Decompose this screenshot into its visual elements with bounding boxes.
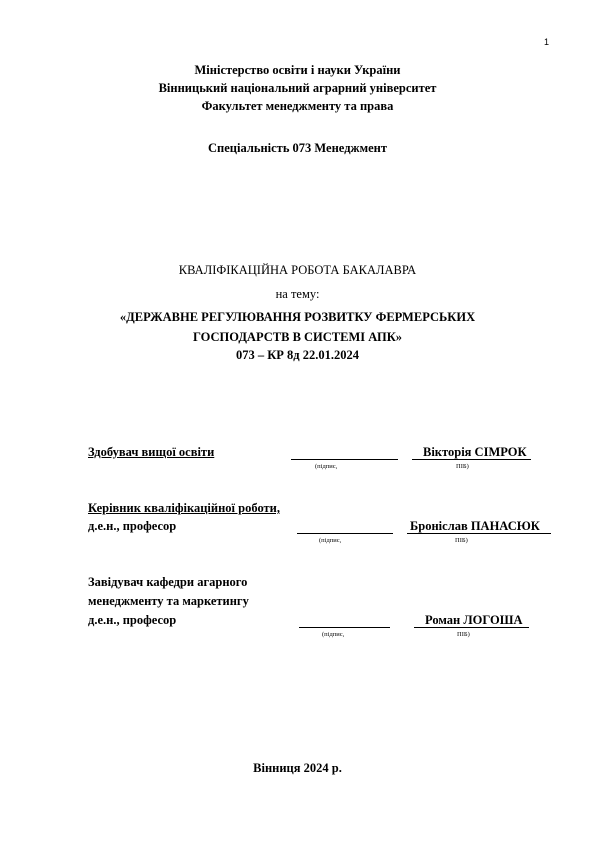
head-name: Роман ЛОГОША [425, 613, 523, 627]
supervisor-sign-caption: (підпис, [319, 537, 342, 544]
city-year: Вінниця 2024 р. [253, 761, 342, 775]
work-type: КВАЛІФІКАЦІЙНА РОБОТА БАКАЛАВРА [178, 263, 417, 277]
supervisor-name: Броніслав ПАНАСЮК [410, 519, 540, 533]
work-title-line2: ГОСПОДАРСТВ В СИСТЕМІ АПК» [192, 330, 403, 344]
work-title-line1: «ДЕРЖАВНЕ РЕГУЛЮВАННЯ РОЗВИТКУ ФЕРМЕРСЬКИХ [119, 310, 476, 324]
supervisor-degree: д.е.н., професор [88, 519, 177, 533]
work-code: 073 – КР 8д 22.01.2024 [235, 348, 360, 362]
supervisor-role: Керівник кваліфікаційної роботи, [88, 501, 280, 515]
head-degree: д.е.н., професор [88, 613, 177, 627]
student-name-caption: ПІБ) [456, 463, 469, 470]
page-number: 1 [544, 37, 550, 47]
specialty-line: Спеціальність 073 Менеджмент [208, 141, 387, 155]
head-sign-caption: (підпис, [322, 631, 345, 638]
student-name: Вікторія СІМРОК [423, 445, 527, 459]
head-name-caption: ПІБ) [457, 631, 470, 638]
student-role: Здобувач вищої освіти [88, 445, 215, 459]
ministry-line: Міністерство освіти і науки України [194, 63, 401, 77]
head-role-line1: Завідувач кафедри агарного [88, 575, 248, 589]
university-line: Вінницький національний аграрний університет [158, 81, 437, 95]
supervisor-signature-line [297, 533, 393, 534]
faculty-line: Факультет менеджменту та права [201, 99, 394, 113]
student-sign-caption: (підпис, [315, 463, 338, 470]
supervisor-name-caption: ПІБ) [455, 537, 468, 544]
on-topic-label: на тему: [275, 287, 320, 301]
student-signature-line [291, 459, 398, 460]
head-role-line2: менеджменту та маркетингу [88, 594, 249, 608]
head-signature-line [299, 627, 390, 628]
